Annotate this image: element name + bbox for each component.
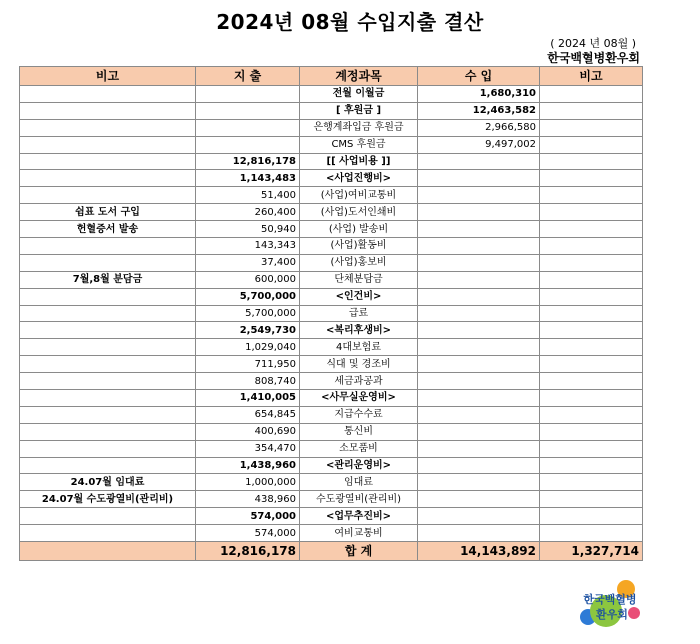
row-account: 통신비	[300, 423, 418, 440]
row-income	[418, 457, 540, 474]
organization-logo	[578, 573, 642, 629]
row-note-right	[540, 406, 643, 423]
row-income	[418, 423, 540, 440]
row-note-right	[540, 491, 643, 508]
row-expense: 600,000	[196, 271, 300, 288]
table-row	[20, 86, 643, 103]
table-row	[20, 508, 643, 525]
row-note-left	[20, 390, 196, 407]
table-row	[20, 356, 643, 373]
table-row	[20, 254, 643, 271]
row-note-left	[20, 406, 196, 423]
table-row	[20, 406, 643, 423]
ledger-body	[20, 86, 643, 542]
row-income	[418, 204, 540, 221]
table-row	[20, 440, 643, 457]
total-income: 14,143,892	[418, 542, 540, 561]
row-expense: 1,029,040	[196, 339, 300, 356]
table-row	[20, 271, 643, 288]
row-note-right	[540, 86, 643, 103]
row-account: 소모품비	[300, 440, 418, 457]
row-account: [ 후원금 ]	[300, 102, 418, 119]
row-note-right	[540, 288, 643, 305]
row-account: <복리후생비>	[300, 322, 418, 339]
row-account: (사업)홍보비	[300, 254, 418, 271]
row-account: 임대료	[300, 474, 418, 491]
row-account: 세금과공과	[300, 373, 418, 390]
header-note-left: 비고	[20, 67, 196, 86]
row-note-left	[20, 423, 196, 440]
row-note-right	[540, 373, 643, 390]
row-expense	[196, 102, 300, 119]
table-row	[20, 457, 643, 474]
row-expense: 574,000	[196, 508, 300, 525]
row-note-right	[540, 102, 643, 119]
row-expense: 1,410,005	[196, 390, 300, 407]
page-title: 2024년 08월 수입지출 결산	[216, 10, 484, 34]
row-note-left	[20, 457, 196, 474]
row-expense: 5,700,000	[196, 305, 300, 322]
table-row	[20, 170, 643, 187]
logo-circle-pink	[628, 607, 640, 619]
row-account: 식대 및 경조비	[300, 356, 418, 373]
row-note-left	[20, 322, 196, 339]
organization-name: 한국백혈병환우회	[547, 51, 640, 65]
row-expense: 354,470	[196, 440, 300, 457]
row-note-right	[540, 457, 643, 474]
table-row	[20, 288, 643, 305]
row-note-left: 쉼표 도서 구입	[20, 204, 196, 221]
row-note-right	[540, 238, 643, 255]
row-note-right	[540, 423, 643, 440]
row-note-right	[540, 305, 643, 322]
total-balance: 1,327,714	[540, 542, 643, 561]
table-row	[20, 204, 643, 221]
row-income	[418, 406, 540, 423]
row-note-left	[20, 238, 196, 255]
table-row	[20, 153, 643, 170]
table-row	[20, 187, 643, 204]
row-note-left	[20, 373, 196, 390]
row-note-right	[540, 204, 643, 221]
row-note-right	[540, 170, 643, 187]
row-income	[418, 322, 540, 339]
row-note-right	[540, 153, 643, 170]
row-account: 4대보험료	[300, 339, 418, 356]
row-note-right	[540, 221, 643, 238]
table-row	[20, 373, 643, 390]
header-note-right: 비고	[540, 67, 643, 86]
row-income	[418, 491, 540, 508]
row-expense: 50,940	[196, 221, 300, 238]
table-row	[20, 238, 643, 255]
row-note-left	[20, 356, 196, 373]
table-row	[20, 474, 643, 491]
row-note-left	[20, 86, 196, 103]
row-note-left	[20, 305, 196, 322]
row-note-left	[20, 525, 196, 542]
row-income	[418, 525, 540, 542]
row-note-right	[540, 271, 643, 288]
row-account: 급료	[300, 305, 418, 322]
row-note-left: 24.07월 수도광열비(관리비)	[20, 491, 196, 508]
row-account: (사업)활동비	[300, 238, 418, 255]
row-expense: 574,000	[196, 525, 300, 542]
table-row	[20, 305, 643, 322]
row-note-right	[540, 508, 643, 525]
logo-text-line1: 한국백혈병	[583, 593, 637, 606]
row-note-left	[20, 187, 196, 204]
row-note-right	[540, 119, 643, 136]
row-expense: 260,400	[196, 204, 300, 221]
row-expense: 143,343	[196, 238, 300, 255]
row-note-left	[20, 119, 196, 136]
row-income	[418, 221, 540, 238]
row-account: (사업)도서인쇄비	[300, 204, 418, 221]
row-note-right	[540, 525, 643, 542]
row-note-right	[540, 356, 643, 373]
row-account: <업무추진비>	[300, 508, 418, 525]
row-income	[418, 440, 540, 457]
row-income: 2,966,580	[418, 119, 540, 136]
row-income	[418, 187, 540, 204]
row-expense: 654,845	[196, 406, 300, 423]
row-income: 9,497,002	[418, 136, 540, 153]
header-income: 수 입	[418, 67, 540, 86]
row-income	[418, 339, 540, 356]
total-label: 합 계	[300, 542, 418, 561]
row-account: 은행계좌입금 후원금	[300, 119, 418, 136]
row-note-left	[20, 170, 196, 187]
row-account: <사무실운영비>	[300, 390, 418, 407]
row-account: 지급수수료	[300, 406, 418, 423]
row-income	[418, 238, 540, 255]
row-note-right	[540, 339, 643, 356]
row-expense: 37,400	[196, 254, 300, 271]
row-expense: 5,700,000	[196, 288, 300, 305]
row-note-right	[540, 322, 643, 339]
row-note-right	[540, 474, 643, 491]
row-expense: 808,740	[196, 373, 300, 390]
row-expense: 1,000,000	[196, 474, 300, 491]
row-note-right	[540, 390, 643, 407]
row-note-left	[20, 440, 196, 457]
row-account: <인건비>	[300, 288, 418, 305]
row-expense: 51,400	[196, 187, 300, 204]
header-expense: 지 출	[196, 67, 300, 86]
row-note-left	[20, 508, 196, 525]
table-row	[20, 221, 643, 238]
row-note-left: 24.07월 임대료	[20, 474, 196, 491]
row-account: 단체분담금	[300, 271, 418, 288]
row-income	[418, 373, 540, 390]
row-expense: 1,143,483	[196, 170, 300, 187]
row-account: 수도광열비(관리비)	[300, 491, 418, 508]
row-note-right	[540, 254, 643, 271]
row-income	[418, 390, 540, 407]
row-income	[418, 474, 540, 491]
row-note-left: 7월,8월 분담금	[20, 271, 196, 288]
row-note-left	[20, 153, 196, 170]
row-income: 1,680,310	[418, 86, 540, 103]
row-expense: 12,816,178	[196, 153, 300, 170]
row-income	[418, 153, 540, 170]
row-income	[418, 170, 540, 187]
row-expense: 2,549,730	[196, 322, 300, 339]
table-row	[20, 136, 643, 153]
row-account: <관리운영비>	[300, 457, 418, 474]
row-expense	[196, 136, 300, 153]
row-account: <사업진행비>	[300, 170, 418, 187]
total-expense: 12,816,178	[196, 542, 300, 561]
row-income: 12,463,582	[418, 102, 540, 119]
row-expense	[196, 119, 300, 136]
header-row	[20, 67, 643, 86]
row-income	[418, 254, 540, 271]
row-note-left	[20, 254, 196, 271]
row-note-left: 헌혈증서 발송	[20, 221, 196, 238]
table-row	[20, 322, 643, 339]
row-account: 여비교통비	[300, 525, 418, 542]
row-note-left	[20, 136, 196, 153]
row-note-left	[20, 339, 196, 356]
row-income	[418, 271, 540, 288]
row-note-right	[540, 440, 643, 457]
row-income	[418, 356, 540, 373]
row-account: (사업) 발송비	[300, 221, 418, 238]
table-row	[20, 119, 643, 136]
row-account: (사업)여비교통비	[300, 187, 418, 204]
logo-text-line2: 환우회	[596, 608, 628, 621]
table-row	[20, 491, 643, 508]
row-note-left	[20, 102, 196, 119]
row-expense: 1,438,960	[196, 457, 300, 474]
table-row	[20, 339, 643, 356]
row-income	[418, 305, 540, 322]
header-account: 계정과목	[300, 67, 418, 86]
row-account: [[ 사업비용 ]]	[300, 153, 418, 170]
row-expense: 711,950	[196, 356, 300, 373]
row-expense	[196, 86, 300, 103]
ledger-table	[19, 66, 643, 561]
row-note-right	[540, 187, 643, 204]
row-expense: 400,690	[196, 423, 300, 440]
row-expense: 438,960	[196, 491, 300, 508]
total-row	[20, 542, 643, 561]
row-account: CMS 후원금	[300, 136, 418, 153]
table-row	[20, 525, 643, 542]
row-income	[418, 508, 540, 525]
row-account: 전월 이월금	[300, 86, 418, 103]
table-row	[20, 102, 643, 119]
report-period: ( 2024 년 08월 )	[550, 37, 636, 50]
table-row	[20, 390, 643, 407]
total-note-left	[20, 542, 196, 561]
row-income	[418, 288, 540, 305]
table-row	[20, 423, 643, 440]
row-note-left	[20, 288, 196, 305]
row-note-right	[540, 136, 643, 153]
